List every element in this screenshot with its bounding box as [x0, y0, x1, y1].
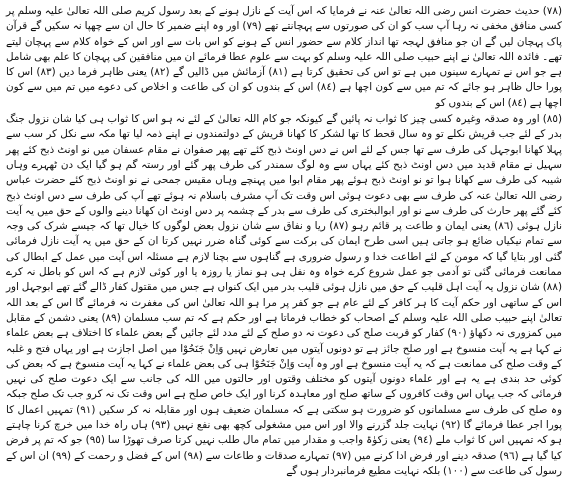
commentary-paragraph: (٨٥) اور وہ صدقہ وغیرہ کسی چیز کا ثواب نہ پائیں گے کیونکہ جو کام اللہ تعالیٰ کے لئے نہ ہو اس کا ثواب ہی کیا شان نزول جنگ بدر کے لئے جب قریش نکلے تو وہ سال قحط کا تھا لشکر کا کھانا قریش کے دولتمندوں نے اپنے ذمہ لیا تھا مکہ سے نکل کر سب سے پہلا کھانا ابوجہل کی طرف سے تھا جس کے لئے اس نے دس اونٹ ذبح کئے تھے پھر صفوان نے مقام عسفان میں نو اونٹ ذبح کئے پھر سہیل نے مقام قدید میں دس اونٹ ذبح کئے یہاں سے وہ لوگ سمندر کی طرف پھر گئے اور رستہ گم ہو گیا ایک دن ٹھہرے وہاں شیبہ کی طرف سے کھانا ہوا تو نو اونٹ ذبح ہوئے پھر مقام ابوا میں پہنچے وہاں مقیس جمحی نے نو اونٹ ذبح کئے حضرت عباس رضی اللہ تعالیٰ عنہ کی طرف سے بھی دعوت ہوئی اس وقت تک آپ مشرف باسلام نہ ہوئے تھے آپ کی طرف سے دس اونٹ ذبح کئے گئے پھر حارث کی طرف سے نو اور ابوالبختری کی طرف سے بدر کے چشمہ پر دس اونٹ ان کھانا دینے والوں کے حق میں یہ آیت نازل ہوئی (٨٦) یعنی ایمان و طاعت پر قائم رہو (٨٧) ریا و نفاق سے شان نزول بعض لوگوں کا خیال تھا کہ جیسے شرک کی وجہ سے تمام نیکیاں ضائع ہو جاتی ہیں اسی طرح ایمان کی برکت سے کوئی گناہ ضرر نہیں کرتا ان کے حق میں یہ آیت نازل فرمائی گئی اور بتایا گیا کہ مومن کے لئے اطاعت خدا و رسول ضروری ہے گناہوں سے بچنا لازم ہے مسئلہ اس آیت میں عمل کے ابطال کی ممانعت فرمائی گئی تو آدمی جو عمل شروع کرے خواہ وہ نفل ہی ہو نماز یا روزہ یا اور کوئی لازم ہے کہ اس کو باطل نہ کرے (٨٨) شان نزول یہ آیت اہل قلیب کے حق میں نازل ہوئی قلیب بدر میں ایک کنواں ہے جس میں مقتول کفار ڈالے گئے تھے ابوجہل اور اس کے ساتھی اور حکم آیت کا ہر کافر کے لئے عام ہے جو کفر پر مرا ہو اللہ تعالیٰ اس کی مغفرت نہ فرمائے گا اس کے بعد اللہ تعالیٰ اپنے حبیب صلی اللہ علیہ وسلم کے اصحاب کو خطاب فرماتا ہے اور حکم ہے کہ تم سب مسلمان (٨٩) یعنی دشمن کے مقابل میں کمزوری نہ دکھاؤ (٩٠) کفار کو قربت صلح کی دعوت نہ دو صلح کے لئے مدد لئے جائیں گے بعض علماء کا اختلاف ہے بعض علماء نے کہا ہے یہ آیت منسوخ ہے اور صلح جائز ہے تو دونوں آیتوں میں تعارض نہیں وَاِنْ جَنَحُوْا میں اصل اجازت ہے اور یہاں فتح و غلبہ کے وقت صلح کی ممانعت ہے کہ یہ آیت منسوخ ہے اور وہ آیت وَاِنْ جَنَحُوْا ہی کی بعض علماء نے کہا یہ آیت منسوخ ہے کہ بعض کی کوئی حد بندی ہے یہ ہے اور علماء دونوں آیتوں کو مختلف وقتوں اور حالتوں میں اللہ کی جانب سے ایک دعوت صلح کی نہیں فرمائی کہ جب یہاں اس وقت کافروں کے ساتھ صلح اور معاہدہ کرنا اور ایک خاص صلح ہے اس وقت تک نہ کرو جب تک صلح جبکہ وہ صلح کی طرف سے مسلمانوں کو ضرورت ہو سکتی ہے کہ مسلمان ضعیف ہوں اور مقابلہ نہ کر سکیں (٩١) تمہیں اعمال کا پورا اجر عطا فرمائے گا (٩٢) نہایت جلد گزرنے والا اور اس میں مشغولی کچھ بھی نفع نہیں (٩٣) ہاں راہ خدا میں خرچ کرنا چاہتے ہو کہ تمہیں اس کا ثواب ملے (٩٤) یعنی زکوٰۃ واجب و مقدار میں تمام مال طلب نہیں کرتا صرف تھوڑا سا (٩٥) جو کہ تم پر فرض کیا گیا ہے (٩٦) صدقہ دینے اور فرض ادا کرنے میں (٩٧) تمہارے صدقات و طاعات سے (٩٨) اس کے فضل و رحمت کے (٩٩) ان اس کے رسول کی طاعت سے (١٠٠) بلکہ نہایت مطیع فرمانبردار ہوں گے: [6, 113, 563, 477]
document-page: [6, 4, 562, 492]
commentary-paragraph: (٧٨) حدیث حضرت انس رضی اللہ تعالیٰ عنہ نے فرمایا کہ اس آیت کے نازل ہونے کے بعد رسول کریم صلی اللہ تعالیٰ علیہ وسلم پر کسی منافق مخفی نہ رہا آپ سب کو ان کی صورتوں سے پہچانتے تھے (٧٩) اور وہ اپنے ضمیر کا حال ان سے چھپا نہ سکیں گے قرآن پاک پہچان لیں گے ان جو منافق لہجہ تھا انداز کلام سے حضور انس کے ہونے کو اس بات سے اور اس کے خواہ کلام سے پہچان لیتے تھے۔ فائدہ اللہ تعالیٰ نے اپنے حبیب صلی اللہ علیہ وسلم کو بہت سے علوم عطا فرمائے ان میں منافقین کی پہچان کا علم بھی شامل ہے جو اس نے تمہارے سینوں میں ہے تو اس کی تحقیق کرتا ہے (٨١) آزمائش میں ڈالیں گے (٨٢) یعنی ظاہر فرما دیں (٨٣) اس کا پورا حال ظاہر ہو جائے کہ تم میں سے کون اچھا ہے (٨٤) اس کے بندوں کو ان کی طاعت و اخلاص کی دعوے میں تم میں سے کون اچھا ہے (٨٤) اس کے بندوں کو: [5, 5, 563, 109]
